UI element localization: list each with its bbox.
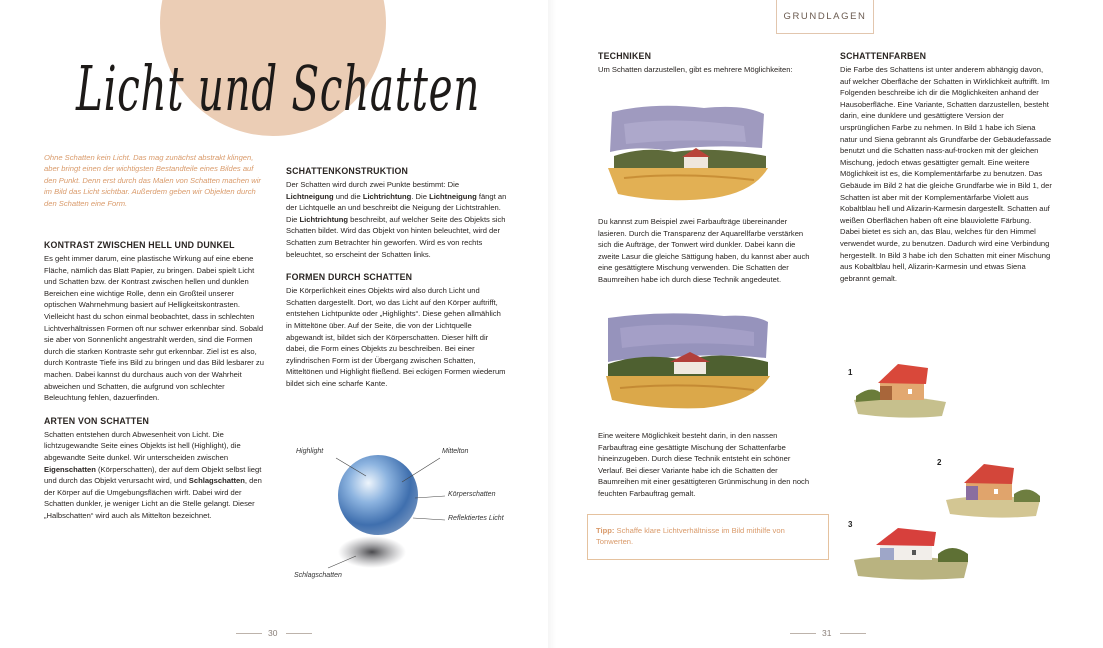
- page-title: [70, 18, 490, 158]
- landscape-painting-1: [604, 102, 772, 206]
- tip-text: Schaffe klare Lichtverhältnisse im Bild mithilfe von Tonwerten.: [596, 526, 785, 547]
- text-formen: Die Körperlichkeit eines Objekts wird also durch Licht und Schatten dargestellt. Dort, wo das Licht auf den Körper auftrifft, entstehen Lichtpunkte oder „Highlights“. Diese gehen allmählich in Mitteltöne über. Auf der Seite, die von der Lichtquelle abgewandt ist, bildet sich der Körperschatten. Dieser hilft dir dabei, die Form eines Objekts zu beschreiben. Bei einer zylindrischen Form ist der Übergang zwischen Schatten, Mitteltönen und Highlight fließend. Bei eckigen Formen wiederum bildet sich eine scharfe Kante.: [286, 286, 506, 388]
- text-schattenfarben: Die Farbe des Schattens ist unter anderem abhängig davon, auf welcher Oberfläche der Schatten in Wirklichkeit auftrifft. Im Folgenden beschreibe ich dir die Möglichkeiten anhand der Hausoberfläche. Eine Variante, Schatten darzustellen, besteht darin, eine dunklere und gesättigtere Version der ursprünglichen Farbe zu nehmen. In Bild 1 habe ich Siena natur und Siena gebrannt als Grundfarbe der Gebäudefassade benutzt und die Schatten nass-auf-trocken mit der gleichen Mischung, jedoch etwas gesättigter gemalt. Eine weitere Möglichkeit ist es, die Komplementärfarbe zu benutzen. Das Gebäude im Bild 2 hat die gleiche Grundfarbe wie in Bild 1, der Schatten ist aber mit der Komplementärfarbe Violett aus Kobaltblau hell und Alizarin-Karmesin dargestellt. Schatten auf weißen Oberflächen haben oft eine blauviolette Färbung. Dabei bietet es sich an, das Blau, welches für den Himmel verwendet wurde, zu benutzen. Dadurch wird eine Verbindung hergestellt. In Bild 3 habe ich den Schatten mit einer Mischung aus Kobaltblau hell, Alizarin-Karmesin und etwas Siena gebrannt gemalt.: [840, 65, 1052, 283]
- tip-box: [587, 514, 829, 560]
- heading-kontrast: KONTRAST ZWISCHEN HELL UND DUNKEL: [44, 240, 235, 250]
- chapter-badge: GRUNDLAGEN: [776, 0, 874, 34]
- cast-shadow: [338, 536, 406, 568]
- left-column: [44, 240, 266, 533]
- house-number-2: 2: [937, 458, 942, 467]
- page-number-left: 30: [268, 628, 278, 638]
- page-line: [286, 633, 312, 634]
- text-arten: Schatten entstehen durch Abwesenheit von Licht. Die lichtzugewandte Seite eines Objekts ist hell (Highlight), die abgewandte Seite dunkel. Wir unterscheiden zwischen Eigenschatten (Körperschatten), der auf dem Objekt selbst liegt und durch das Objekt verursacht wird, und Schlagschatten, den der Körper auf die Umgebungsflächen wirft. Dabei wird der Schatten dunkler, je weniger Licht an die Stelle gelangt. Dieser „Halbschatten“ wird auch als Mittelton bezeichnet.: [44, 429, 262, 520]
- heading-konstruktion: SCHATTENKONSTRUKTION: [286, 166, 409, 176]
- label-reflektiertes-licht: Reflektiertes Licht: [448, 515, 504, 522]
- label-koerperschatten: Körperschatten: [448, 491, 496, 498]
- heading-techniken: TECHNIKEN: [598, 51, 652, 61]
- middle-column: [286, 166, 508, 402]
- text-nass: Eine weitere Möglichkeit besteht darin, in den nassen Farbauftrag eine gesättigte Mischung der Schattenfarbe hineinzugeben. Durch diese Technik entsteht ein schöner Verlauf. Bei dieser Variante habe ich die Schatten der Baumreihen mit einer gesättigteren Grünmischung in den noch feuchten Farbauftrag gemalt.: [598, 431, 810, 498]
- sphere: [338, 455, 418, 535]
- house-painting-3: [852, 518, 970, 584]
- book-gutter: [548, 0, 556, 648]
- label-highlight: Highlight: [296, 448, 324, 455]
- section-arten: [44, 416, 266, 522]
- svg-text:Licht und Schatten: Licht und Schatten: [75, 52, 480, 125]
- section-konstruktion: [286, 166, 508, 260]
- section-schattenfarben: [840, 51, 1052, 284]
- text-kontrast: Es geht immer darum, eine plastische Wirkung auf eine ebene Fläche, nämlich das Blatt Papier, zu bringen. Dabei spielt Licht und Schatten bzw. der Kontrast zwischen hellen und dunklen Bereichen eine wichtige Rolle, denn ein Großteil unserer optischen Wahrnehmung basiert auf Helligkeitskontrasten. Vielleicht hast du schon einmal beobachtet, dass in schlechten Lichtverhältnissen Formen oft nur schwer erkennbar sind. Sobald sie aber von Sonnenlicht angestrahlt werden, sind die Formen durch die starken Kontraste sehr gut erkennbar. Ziel ist es also, durch Kontraste Tiefe ins Bild zu bringen und das Bild lesbarer zu machen. Dabei kannst du durchaus auch von der Wahrheit abweichen und Schatten, die aufgrund von schlechter Beleuchtung fehlen, dazuerfinden.: [44, 254, 264, 403]
- page-number-right: 31: [822, 628, 832, 638]
- heading-arten: ARTEN VON SCHATTEN: [44, 415, 150, 426]
- text-lasur: Du kannst zum Beispiel zwei Farbaufträge übereinander lasieren. Durch die Transparenz der Aquarellfarbe verstärken sich die Aufträge, der Tonwert wird dunkler. Dabei kann die zweite Lasur die gleiche Sättigung haben, du kannst aber auch eine gesättigtere Mischung verwenden. Die Schatten der Baumreihen habe ich durch diese Technik angedeutet.: [598, 217, 810, 284]
- label-mittelton: Mittelton: [442, 448, 469, 455]
- section-kontrast: [44, 240, 266, 404]
- text-techniken: Um Schatten darzustellen, gibt es mehrere Möglichkeiten:: [598, 65, 793, 74]
- page-line: [236, 633, 262, 634]
- house-number-1: 1: [848, 368, 853, 377]
- house-number-3: 3: [848, 520, 853, 529]
- tip-label: Tipp:: [596, 526, 615, 535]
- page-line: [790, 633, 816, 634]
- section-techniken: [598, 51, 810, 76]
- heading-schattenfarben: SCHATTENFARBEN: [840, 51, 927, 61]
- house-painting-1: [852, 356, 948, 422]
- page-line: [840, 633, 866, 634]
- heading-formen: FORMEN DURCH SCHATTEN: [286, 272, 413, 283]
- section-formen: [286, 272, 508, 389]
- text-konstruktion: Der Schatten wird durch zwei Punkte bestimmt: Die Lichtneigung und die Lichtrichtung. Die Lichtneigung fängt an der Lichtquelle an und beschreibt die Neigung der Lichtstrahlen. Die Lichtrichtung beschreibt, auf welcher Seite des Objekts sich Schatten bildet. Wird das Objekt von hinten beleuchtet, wird der Schatten zum Betrachter hin geworfen. Wird es von rechts beleuchtet, so erscheint der Schatten links.: [286, 180, 507, 259]
- intro-text: Ohne Schatten kein Licht. Das mag zunächst abstrakt klingen, aber bringt einen der wichtigsten Bestandteile eines Bildes auf den Punkt. Denn erst durch das Malen von Schatten machen wir im Bild das Licht sichtbar. Außerdem geben wir Objekten durch den Schatten eine Form.: [44, 153, 261, 208]
- house-painting-2: [944, 456, 1042, 522]
- label-schlagschatten: Schlagschatten: [294, 572, 342, 579]
- landscape-painting-2: [604, 310, 772, 414]
